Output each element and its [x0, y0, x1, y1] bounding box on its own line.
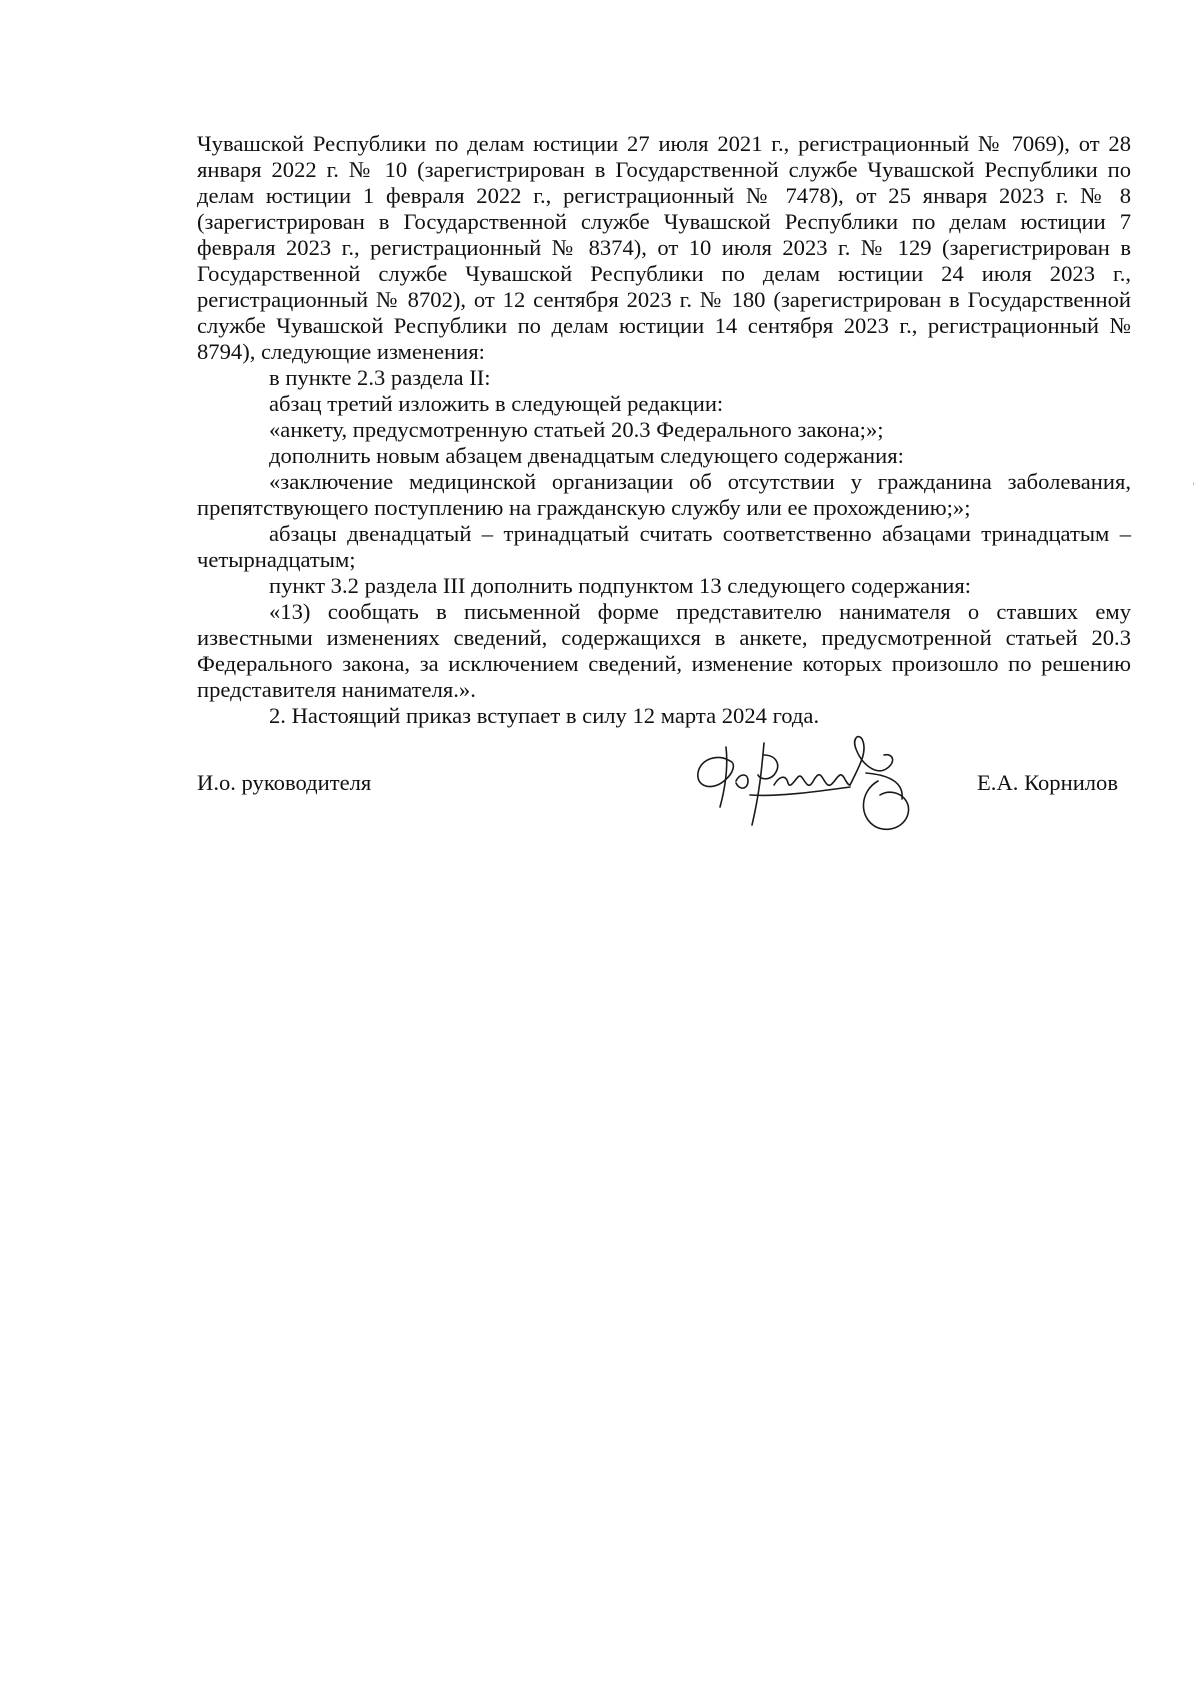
- paragraph-subitem-13-quote: «13) сообщать в письменной форме представителю нанимателя о ставших ему известными изменениях сведений, содержащихся в анкете, предусмотренной статьей 20.3 Федерального закона, за исключением сведений, изменение которых произошло по решению представителя нанимателя.».: [197, 599, 1131, 702]
- paragraph-section-3-2: пункт 3.2 раздела III дополнить подпунктом 13 следующего содержания:: [269, 573, 972, 598]
- paragraph-effective-date: 2. Настоящий приказ вступает в силу 12 марта 2024 года.: [269, 703, 820, 728]
- signatory-position: И.о. руководителя: [197, 770, 372, 795]
- paragraph-medical-quote: «заключение медицинской организации об отсутствии у гражданина заболевания, препятствующего поступлению на гражданскую службу или ее прохождению;»;: [197, 469, 1131, 520]
- paragraph-add-twelfth: дополнить новым абзацем двенадцатым следующего содержания:: [269, 443, 904, 468]
- paragraph-renumber: абзацы двенадцатый – тринадцатый считать соответственно абзацами тринадцатым – четырнадцатым;: [197, 521, 1131, 572]
- handwritten-signature: [690, 725, 940, 840]
- paragraph-third-abzac: абзац третий изложить в следующей редакции:: [269, 391, 724, 416]
- signatory-name: Е.А. Корнилов: [977, 770, 1119, 795]
- document-body: [197, 131, 1131, 729]
- paragraph-section-2-3: в пункте 2.3 раздела II:: [269, 365, 491, 390]
- scan-speck: [1193, 482, 1194, 485]
- paragraph-amendments-intro: Чувашской Республики по делам юстиции 27 июля 2021 г., регистрационный № 7069), от 28 января 2022 г. № 10 (зарегистрирован в Государственной службе Чувашской Республики по делам юстиции 1 февраля 2022 г., регистрационный № 7478), от 25 января 2023 г. № 8 (зарегистрирован в Государственной службе Чувашской Республики по делам юстиции 7 февраля 2023 г., регистрационный № 8374), от 10 июля 2023 г. № 129 (зарегистрирован в Государственной службе Чувашской Республики по делам юстиции 24 июля 2023 г., регистрационный № 8702), от 12 сентября 2023 г. № 180 (зарегистрирован в Государственной службе Чувашской Республики по делам юстиции 14 сентября 2023 г., регистрационный № 8794), следующие изменения:: [197, 131, 1131, 364]
- paragraph-anketa-quote: «анкету, предусмотренную статьей 20.3 Федерального закона;»;: [269, 417, 884, 442]
